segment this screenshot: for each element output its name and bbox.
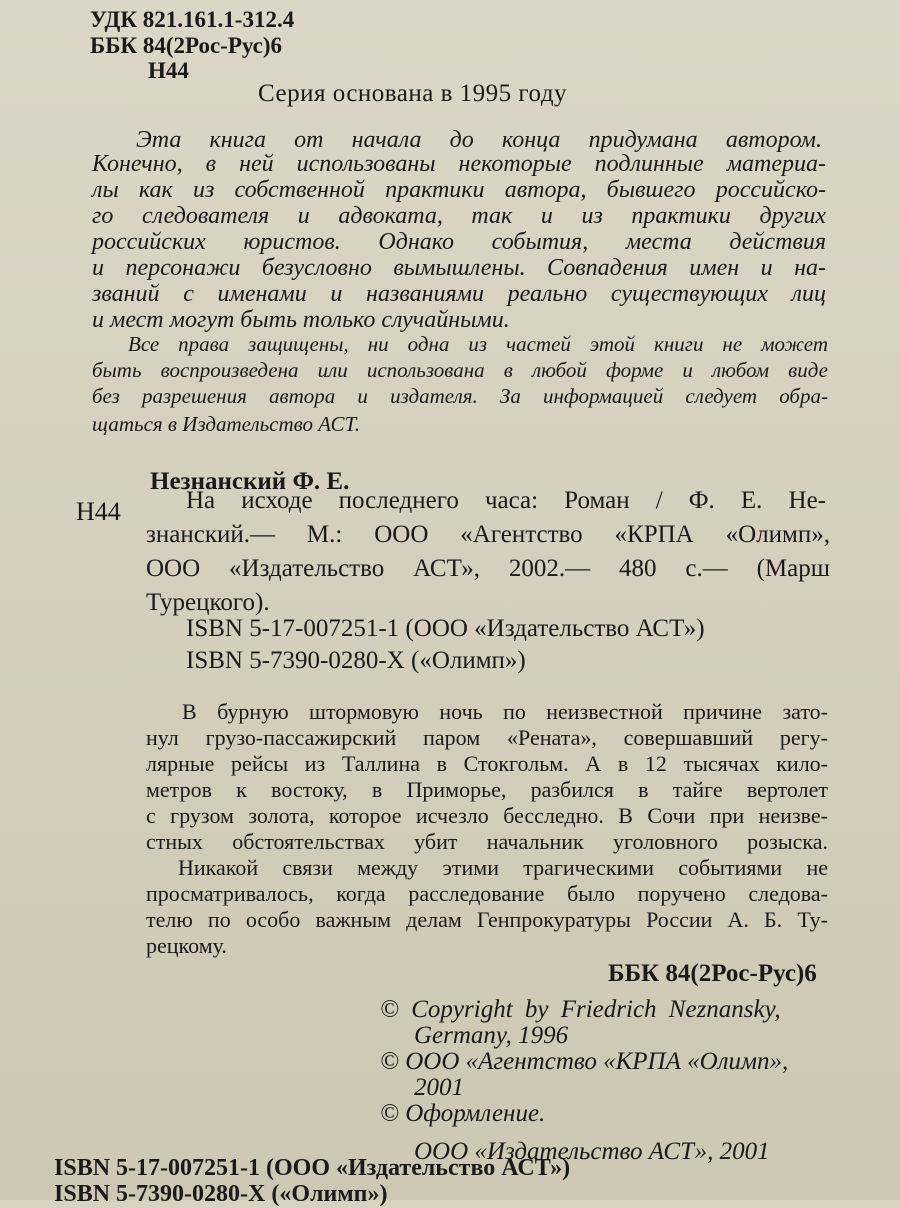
isbn-footer-line: ISBN 5-17-007251-1 (ООО «Издательство АСТ»)	[54, 1155, 571, 1181]
copyright-line: Germany, 1996	[414, 1022, 569, 1049]
copyright-line: © Copyright by Friedrich Neznansky,	[380, 996, 781, 1023]
disclaimer-line: российских юристов. Однако события, места действия	[92, 229, 826, 255]
isbn-footer-line: ISBN 5-7390-0280-Х («Олимп»)	[54, 1181, 388, 1207]
disclaimer-line: лы как из собственной практики автора, бывшего российско-	[92, 177, 826, 203]
bbk-bottom: ББК 84(2Рос-Рус)6	[608, 960, 817, 987]
catalog-isbn: ISBN 5-17-007251-1 (ООО «Издательство АСТ»)	[186, 615, 705, 642]
author-sign-code: Н44	[148, 58, 189, 83]
catalog-line: На исходе последнего часа: Роман / Ф. Е. Не-	[186, 487, 826, 514]
disclaimer-line: и персонажи безусловно вымышлены. Совпадения имен и на-	[92, 255, 826, 281]
catalog-line: Турецкого).	[146, 589, 270, 616]
annotation-line: с грузом золота, которое исчезло бесследно. В Сочи при неизве-	[146, 803, 828, 828]
catalog-isbn: ISBN 5-7390-0280-Х («Олимп»)	[186, 647, 526, 674]
rights-line: без разрешения автора и издателя. За информацией следует обра-	[92, 384, 828, 408]
annotation-line: рецкому.	[146, 933, 227, 958]
annotation-line: метров к востоку, в Приморье, разбился в тайге вертолет	[146, 777, 828, 802]
annotation-line: телю по особо важным делам Генпрокуратуры России А. Б. Ту-	[146, 907, 828, 932]
disclaimer-line: Конечно, в ней использованы некоторые подлинные материа-	[92, 151, 826, 177]
copyright-line: © Оформление.	[380, 1100, 546, 1127]
disclaimer-line: го следователя и адвоката, так и из практики других	[92, 203, 826, 229]
catalog-line: ООО «Издательство АСТ», 2002.— 480 с.— (Марш	[146, 555, 830, 582]
annotation-line: просматривалось, когда расследование было поручено следова-	[146, 881, 828, 906]
rights-line: щаться в Издательство АСТ.	[92, 412, 361, 436]
catalog-author: Незнанский Ф. Е.	[150, 468, 350, 495]
rights-line: быть воспроизведена или использована в любой форме и любом виде	[92, 358, 828, 382]
udk-code: УДК 821.161.1-312.4	[90, 7, 295, 32]
annotation-line: стных обстоятельствах убит начальник уголовного розыска.	[146, 829, 828, 854]
rights-line: Все права защищены, ни одна из частей этой книги не может	[128, 332, 828, 356]
bbk-code: ББК 84(2Рос-Рус)6	[90, 33, 283, 58]
disclaimer-line: Эта книга от начала до конца придумана автором.	[136, 127, 822, 153]
annotation-line: лярные рейсы из Таллина в Стокгольм. А в 12 тысячах кило-	[146, 751, 828, 776]
copyright-line: 2001	[414, 1074, 464, 1101]
disclaimer-line: и мест могут быть только случайными.	[92, 307, 510, 333]
copyright-line: © ООО «Агентство «КРПА «Олимп»,	[380, 1048, 789, 1075]
catalog-code: Н44	[76, 497, 121, 526]
annotation-line: В бурную штормовую ночь по неизвестной причине зато-	[182, 699, 828, 724]
annotation-line: нул грузо-пассажирский паром «Рената», совершавший регу-	[146, 725, 828, 750]
annotation-line: Никакой связи между этими трагическими событиями не	[178, 855, 828, 880]
copyright-line: ООО «Издательство АСТ», 2001	[414, 1138, 770, 1165]
series-note: Серия основана в 1995 году	[258, 80, 568, 107]
catalog-line: знанский.— М.: ООО «Агентство «КРПА «Олимп»,	[146, 521, 830, 548]
disclaimer-line: званий с именами и названиями реально существующих лиц	[92, 281, 826, 307]
